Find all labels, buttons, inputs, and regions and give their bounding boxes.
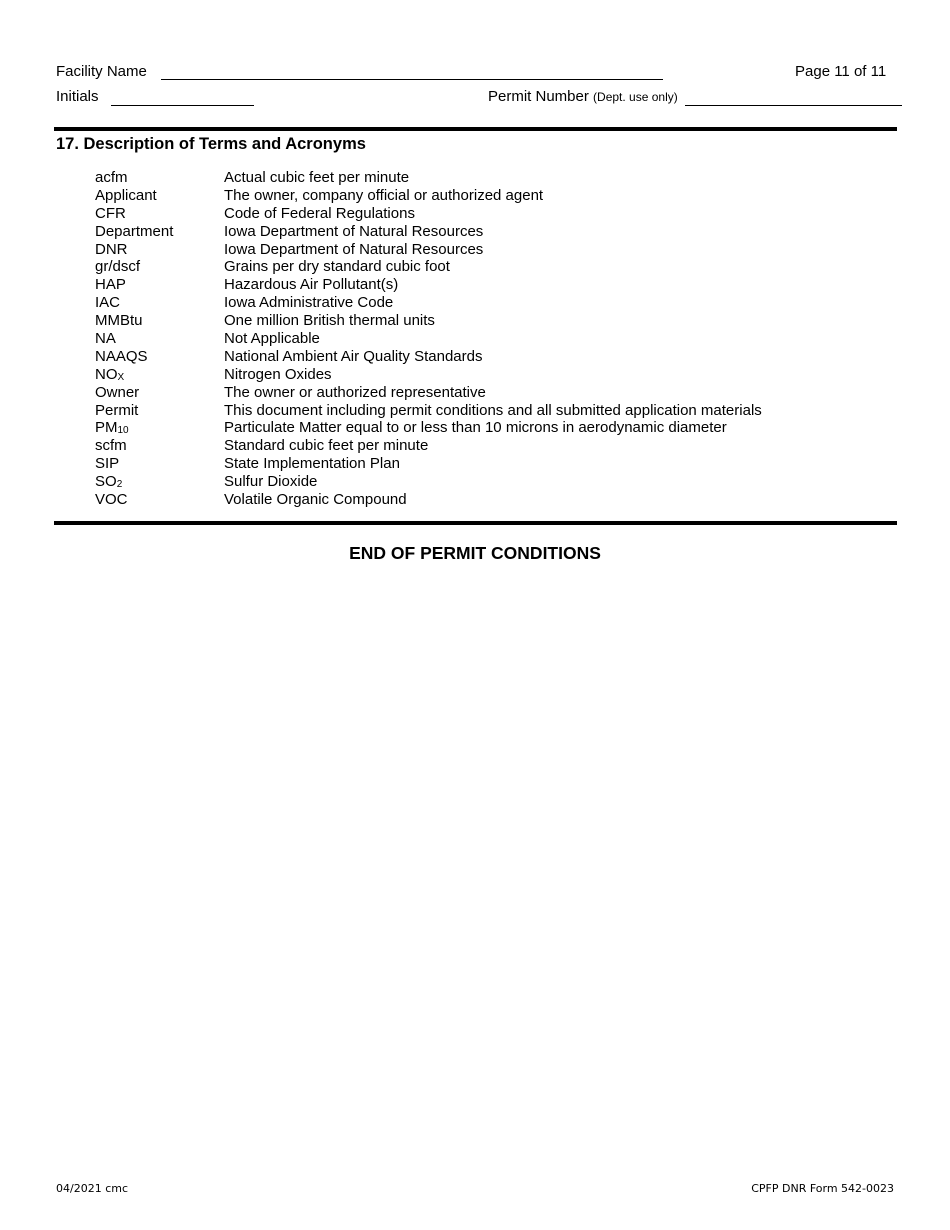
term-acronym xyxy=(95,437,127,455)
term-definition: Iowa Administrative Code xyxy=(224,294,394,312)
term-acronym-text: IAC xyxy=(95,294,121,312)
page-indicator: Page 11 of 11 xyxy=(795,63,887,80)
term-definition: Hazardous Air Pollutant(s) xyxy=(224,276,399,294)
term-acronym-text: DNR xyxy=(95,240,128,258)
term-acronym-text: SO xyxy=(95,473,117,491)
term-definition: State Implementation Plan xyxy=(224,455,400,473)
term-acronym-text: CFR xyxy=(95,204,126,222)
term-acronym-text: NO xyxy=(95,365,118,383)
term-acronym xyxy=(95,205,126,223)
permit-number-label: Permit Number xyxy=(488,88,589,105)
term-definition: Not Applicable xyxy=(224,330,320,348)
initials-label: Initials xyxy=(56,88,99,105)
term-acronym xyxy=(95,348,148,366)
term-definition: This document including permit conditions and all submitted application materials xyxy=(224,401,762,419)
term-acronym-text: scfm xyxy=(95,437,127,455)
term-definition: Iowa Department of Natural Resources xyxy=(224,222,484,240)
term-acronym xyxy=(95,384,139,402)
term-acronym-text: VOC xyxy=(95,491,128,509)
term-definition: Code of Federal Regulations xyxy=(224,204,415,222)
term-acronym-text: acfm xyxy=(95,169,128,186)
permit-number-note: (Dept. use only) xyxy=(593,90,678,104)
term-acronym xyxy=(95,276,126,294)
term-acronym-text: Permit xyxy=(95,401,139,419)
term-acronym-text: SIP xyxy=(95,455,120,473)
term-acronym xyxy=(95,223,173,241)
term-acronym xyxy=(95,187,157,205)
term-definition: Volatile Organic Compound xyxy=(224,491,407,509)
term-definition: Nitrogen Oxides xyxy=(224,365,332,383)
facility-name-field[interactable] xyxy=(161,79,663,80)
term-acronym-text: Department xyxy=(95,222,174,240)
permit-number-field[interactable] xyxy=(685,105,902,106)
term-acronym xyxy=(95,294,120,312)
facility-name-label: Facility Name xyxy=(56,63,147,80)
section-bottom-rule xyxy=(54,521,897,525)
term-acronym xyxy=(95,241,128,259)
term-acronym-text: MMBtu xyxy=(95,312,143,330)
term-definition: Iowa Department of Natural Resources xyxy=(224,240,484,258)
section-title: 17. Description of Terms and Acronyms xyxy=(56,135,366,153)
term-acronym xyxy=(95,312,143,330)
term-acronym xyxy=(95,169,128,187)
term-acronym-text: PM xyxy=(95,419,118,437)
term-acronym-text: NA xyxy=(95,330,116,348)
term-definition: Particulate Matter equal to or less than 10 microns in aerodynamic diameter xyxy=(224,419,727,437)
term-acronym-text: gr/dscf xyxy=(95,258,141,276)
term-acronym-subscript: X xyxy=(117,371,125,383)
term-acronym xyxy=(95,455,119,473)
permit-number-label-group xyxy=(488,88,678,106)
term-definition: The owner or authorized representative xyxy=(224,383,486,401)
section-top-rule xyxy=(54,127,897,131)
term-acronym xyxy=(95,258,140,276)
initials-field[interactable] xyxy=(111,105,254,106)
footer-right: CPFP DNR Form 542-0023 xyxy=(751,1182,894,1195)
term-definition: Actual cubic feet per minute xyxy=(224,169,410,186)
term-acronym-text: Applicant xyxy=(95,186,157,204)
term-definition: The owner, company official or authorized agent xyxy=(224,186,544,204)
term-acronym xyxy=(95,402,138,420)
term-acronym-text: Owner xyxy=(95,383,140,401)
term-definition: Sulfur Dioxide xyxy=(224,473,318,491)
term-acronym-subscript: 2 xyxy=(116,479,123,491)
term-acronym-text: HAP xyxy=(95,276,126,294)
end-of-permit-conditions: END OF PERMIT CONDITIONS xyxy=(349,543,601,563)
term-definition: Grains per dry standard cubic foot xyxy=(224,258,450,276)
term-definition: Standard cubic feet per minute xyxy=(224,437,429,455)
term-acronym-text: NAAQS xyxy=(95,347,148,365)
footer-left: 04/2021 cmc xyxy=(56,1182,129,1195)
term-acronym-subscript: 10 xyxy=(117,425,129,437)
term-acronym xyxy=(95,491,128,509)
term-definition: National Ambient Air Quality Standards xyxy=(224,347,483,365)
term-acronym xyxy=(95,330,116,348)
term-definition: One million British thermal units xyxy=(224,312,435,330)
